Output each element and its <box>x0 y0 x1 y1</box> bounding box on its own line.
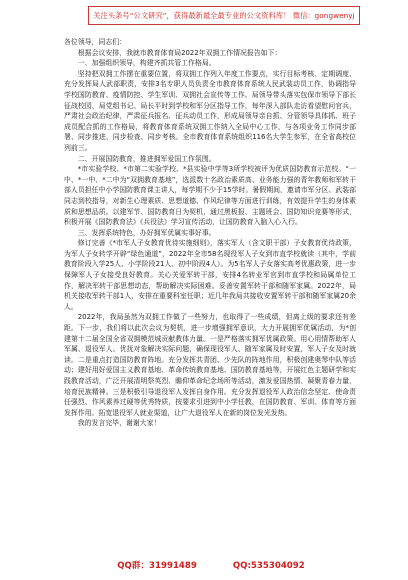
paragraph: 根据会议安排，我就市教育体育局2022年双拥工作情况报告如下： <box>77 48 282 57</box>
qq-group-text: QQ群：31991489 <box>117 561 197 571</box>
section-heading: 二、开展国防教育，推进拥军爱国工作氛围。 <box>77 154 216 163</box>
closing-line: 我的发言完毕，谢谢大家！ <box>77 419 161 428</box>
section-heading: 三、发挥系统特色，办好拥军优属实事好事。 <box>77 228 216 237</box>
speech-body <box>64 37 356 429</box>
section-heading: 一、加强组织领导，构建齐抓共管工作格局。 <box>77 59 216 68</box>
paragraph: 坚持把双拥工作摆在重要位置，将双拥工作列入年度工作要点，实行目标考核、定期调度、充分发挥局人武部职责，安排3名专职人员负责全市教育体育系统人民武装动员工作，协调指导学校国防教育、疫情防控、学生军训、双拥社会宣传等工作。局领导带头落实包保市领导下部长征战校园，局党组书记、局长平时到学校和军分区指导工作，每年深入部队走访看望慰问官兵，严肃社会政治纪律，严肃征兵报名、征兵动员工作，形成局领导亲自抓、分管领导具体抓、班子成员配合抓的工作格局，将教育体育系统双拥工作纳入全局中心工作，与各项业务工作同步部署、同步推进、同步检查、同步考核。全市教育体育系统组织116名大学生参军，在全省高校位列前三。 <box>64 69 356 152</box>
paragraph: 修订完善《*市军人子女教育优待实施细则》，落实军人（含文职干部）子女教育优待政策，为军人子女转学开辟“绿色通道”，2022年全市58名现役军人子女到市直学校就读（其中，学前教育阶段入学25人、小学阶段21人、初中阶段4人）。为5名军人子女落实高考优惠政策，进一步保障军人子女接受良好教育。关心关爱军转干部，安排4名转业军官到市直学校和局属单位工作，解决军转干部思想动态，帮助解决实际困难。妥善安置军转干部和随军家属。2022年，局机关接收军转干部1人，安排在重要科室任职；近几年我局共接收安置军转干部和随军家属20余人。 <box>64 239 356 311</box>
paragraph: 各位领导，同志们： <box>64 38 127 46</box>
paragraph: *市实验学校、*市第二实验学校、*县实验中学等3所学校被评为优质国防教育示范校。“一中、*一中、*二中为“双拥教育基地”，选派数十名政治素质高、业务能力强的青年教师和军转干部人员担任中小学国防教育课主讲人，每学期不少于15学时。暑假期间，邀请市军分区、武装部同志到校指导，对新生心理素质、思想道德、作风纪律等方面进行训练，有效提升学生的身体素质和思想品质。以建军节、国防教育日为契机，通过黑板报、主题班会、国防知识竞赛等形式，积极开展《国防教育法》《兵役法》学习宣传活动，让国防教育入脑入心入行。 <box>64 165 356 227</box>
paragraph: 2022年，我局虽然为双拥工作做了一些努力，也取得了一些成绩，但离上级的要求还有差距。下一步，我们将以此次会议为契机，进一步增强拥军意识，大力开展拥军优属活动，为*创建第十二届全国全省双拥模范城贡献教体力量。一是严格落实拥军优属政策。用心用情帮助军人军属、退役军人、优抚对象解决实际问题，确保现役军人、随军家属及时安置，军人子女及时就读。二是重点打造国防教育阵地。充分发挥共青团、少先队的阵地作用，积极创建奥琴中队等活动；建好用好爱国主义教育基地、革命传统教育基地、国防教育基地等，开展红色主题研学和实践教育活动，广泛开展清明祭英烈、瞻仰革命纪念场所等活动，激发爱国热情、凝聚青春力量，培育民族精神。三是积极引导退役军人发挥自身作用。充分发挥退役军人政治信念坚定、使命责任强烈、作风素养过硬等优秀特质，按要求引进到中小学任教，在国防教育、军训、体育等方面发挥作用。拓宽退役军人就业渠道，让广大退役军人在新的岗位发光发热。 <box>64 313 356 417</box>
promo-banner: 关注头条号“公文研究”，获得最新最全最专业的公文资料库！ 微信：gongwenyj <box>88 6 360 25</box>
footer-contact <box>96 560 326 572</box>
qq-text: QQ:535304092 <box>232 561 305 571</box>
